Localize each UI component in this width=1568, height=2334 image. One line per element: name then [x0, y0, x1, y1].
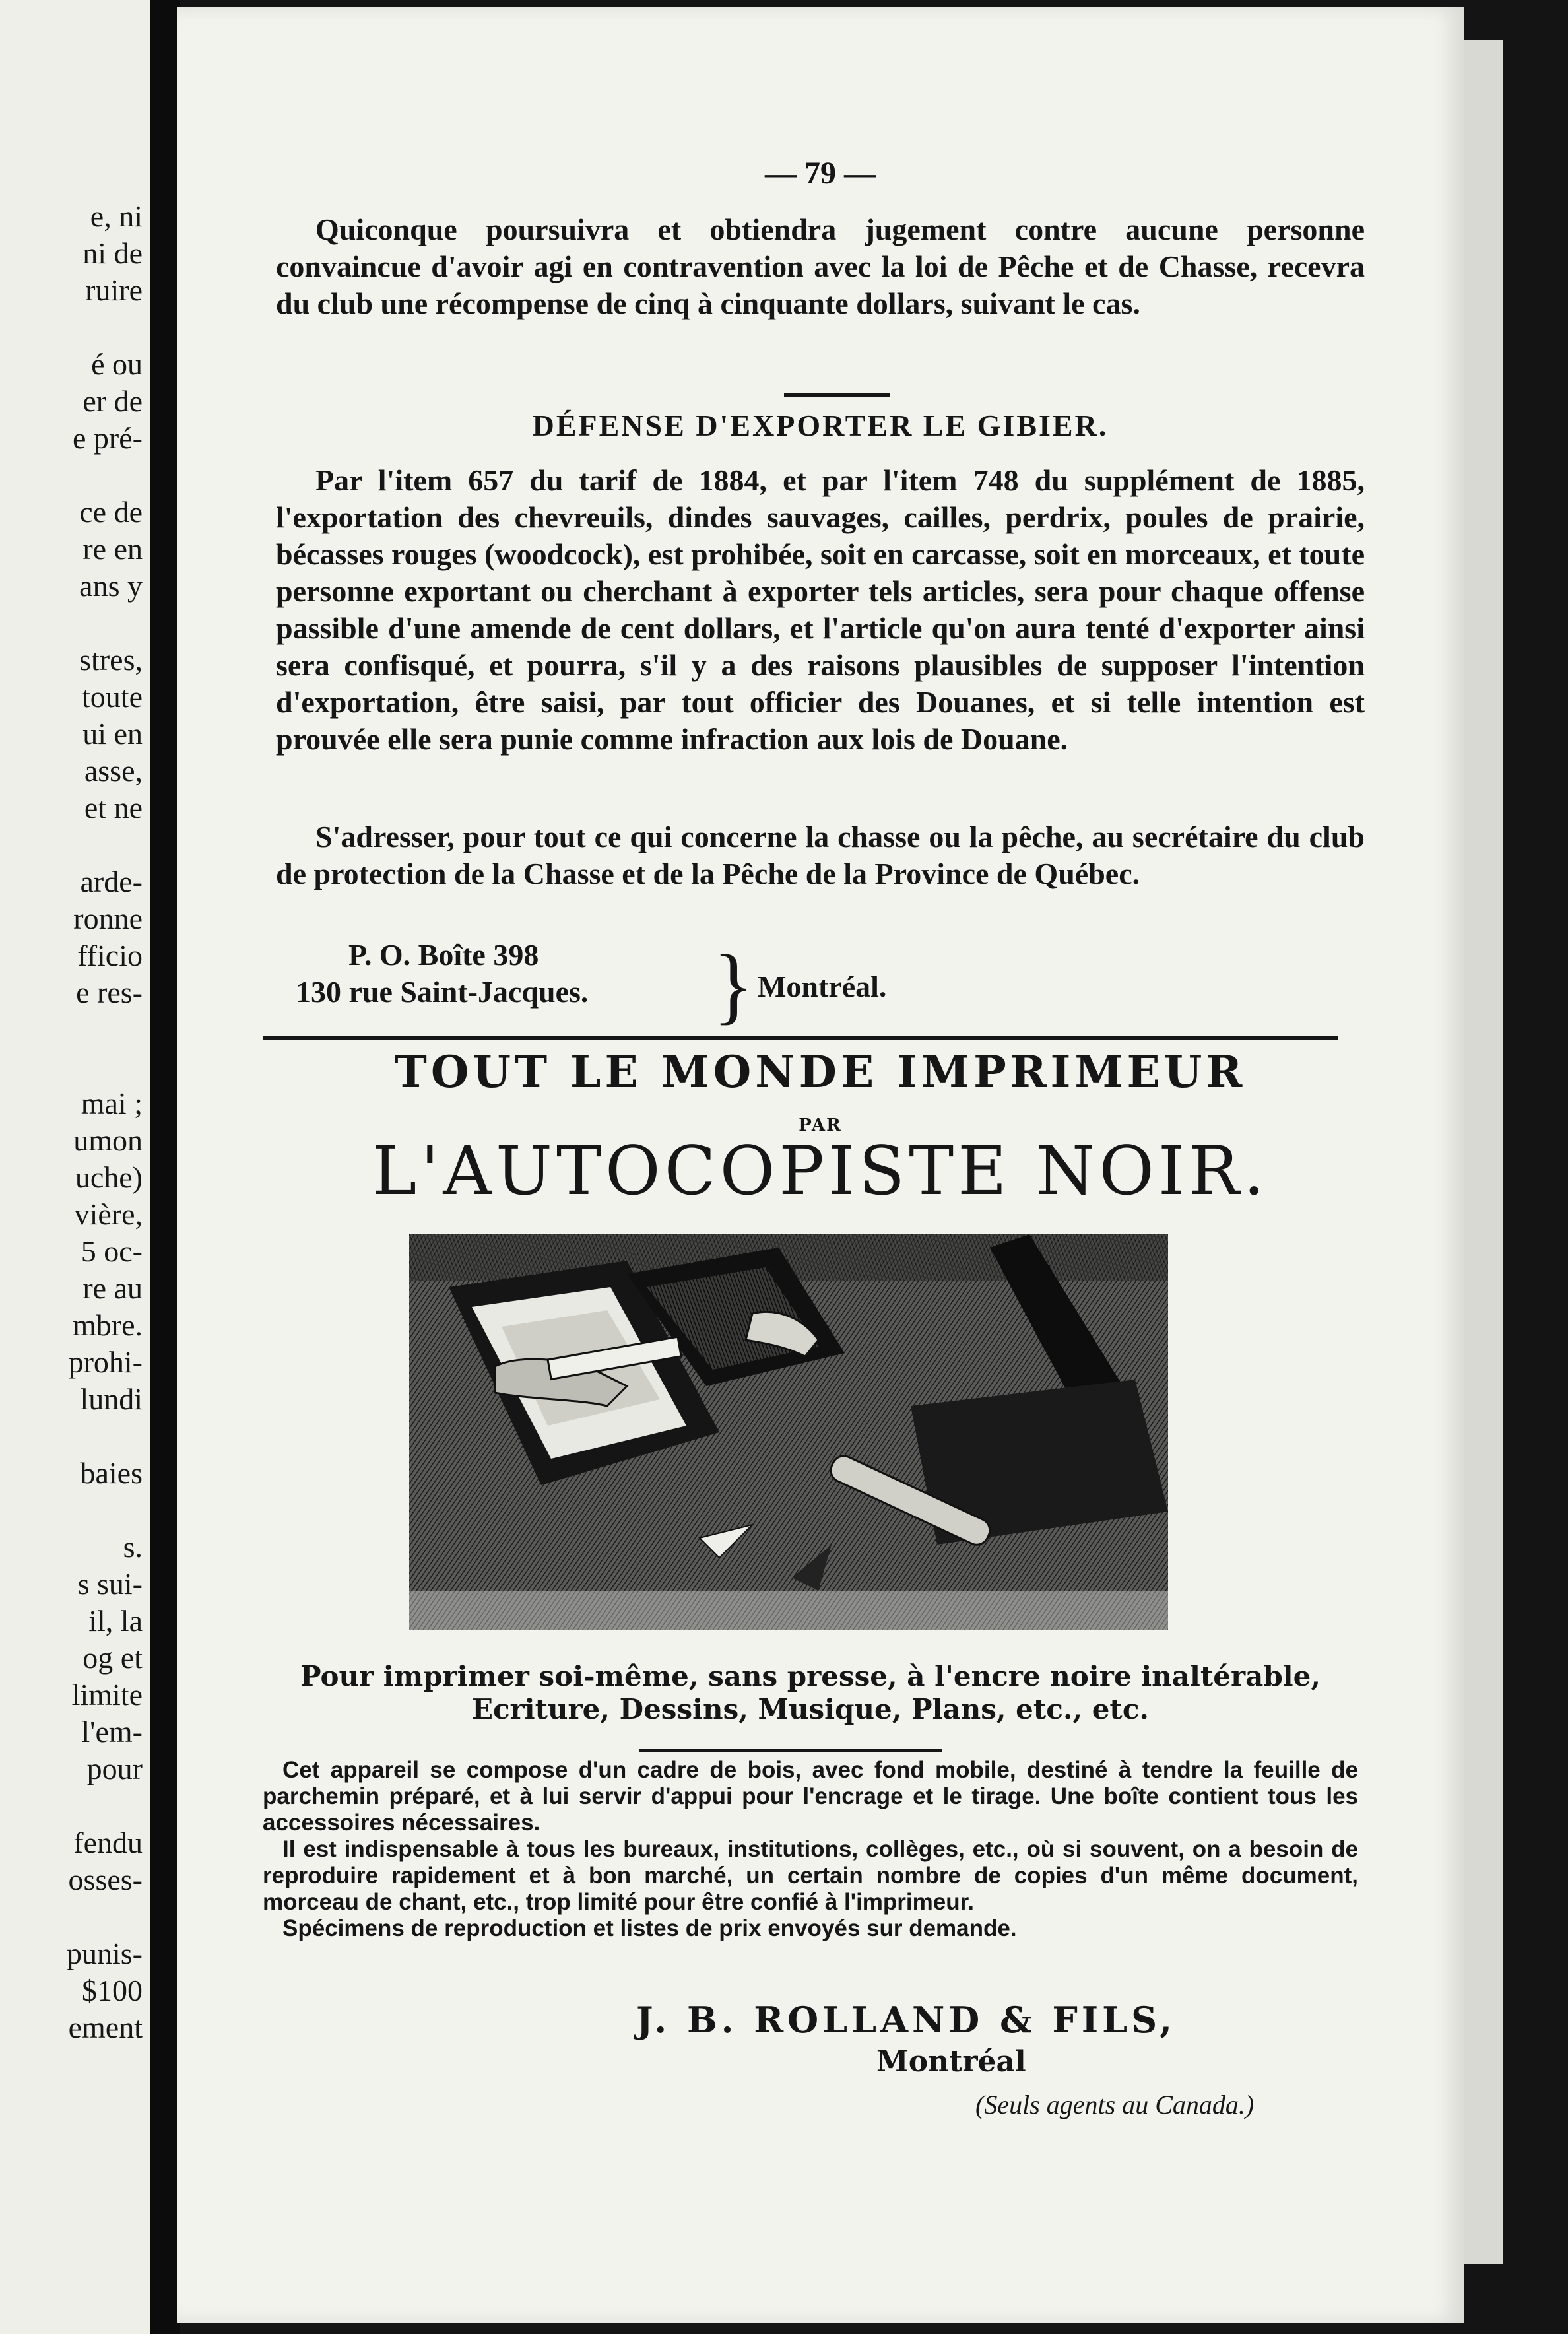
facing-page-line: fficio [77, 939, 143, 972]
advert-divider [639, 1749, 942, 1752]
facing-page-line: l'em- [81, 1715, 143, 1749]
address-street: 130 rue Saint-Jacques. [296, 975, 589, 1009]
facing-page-line: ui en [82, 717, 143, 750]
address-po-box: P. O. Boîte 398 [348, 938, 539, 972]
advert-body-2: Il est indispensable à tous les bureaux, institutions, collèges, etc., où si souvent, on a besoin de reproduire rapidement et à bon marché, un certain nombre de copies d'un même document, morceau de chant, etc., trop limité pour être confié à l'imprimeur. [263, 1836, 1358, 1915]
facing-page-line: il, la [88, 1604, 143, 1638]
paragraph-contact: S'adresser, pour tout ce qui concerne la chasse ou la pêche, au secrétaire du club de protection de la Chasse et de la Pêche de la Province de Québec. [276, 820, 1365, 890]
advert-signature: J. B. ROLLAND & FILS, [636, 1999, 1176, 2041]
facing-page-line: mai ; [81, 1086, 143, 1120]
facing-page-line: ni de [82, 236, 143, 270]
facing-page-line: ans y [79, 569, 143, 603]
facing-page-line [67, 826, 143, 863]
section-title: DÉFENSE D'EXPORTER LE GIBIER. [532, 409, 1109, 442]
paragraph-export-ban: Par l'item 657 du tarif de 1884, et par l'item 748 du supplément de 1885, l'exportation des chevreuils, dindes sauvages, cailles, perdrix, poules de prairie, bécasses rouges (woodcock), est prohibée, soit en carcasse, soit en morceaux, et toute personne exportant ou cherchant à exporter tels articles, sera pour chaque offense passible d'une amende de cent dollars, et l'article qu'on aura tenté d'exporter ainsi sera confisqué, et pourra, s'il y a des raisons plausibles de supposer l'intention d'exportation, être saisi, par tout officier des Douanes, et si telle intention est prouvée elle sera punie comme infraction aux lois de Douane. [276, 463, 1365, 756]
page-edge [1464, 40, 1503, 2264]
advert-body [263, 1757, 1358, 1942]
facing-page-line: fendu [73, 1826, 143, 1859]
facing-page-line: og et [82, 1641, 143, 1675]
address-city: Montréal. [758, 970, 887, 1003]
advert-par: PAR [799, 1116, 842, 1135]
advert-tagline: Pour imprimer soi-même, sans presse, à l'encre noire inaltérable, Ecriture, Dessins, Musique, Plans, etc., etc. [300, 1660, 1321, 1725]
book-spine [150, 0, 180, 2334]
postal-address [296, 937, 1220, 1036]
facing-page-line: ement [68, 2011, 143, 2044]
facing-page-line: $100 [82, 1974, 143, 2007]
advert-product-name: L'AUTOCOPISTE NOIR. [372, 1132, 1269, 1211]
facing-page-line: arde- [80, 865, 143, 898]
facing-page-line: ruire [85, 273, 143, 307]
page-number: — 79 — [765, 156, 876, 191]
facing-page-text [67, 198, 143, 2046]
facing-page-line [67, 605, 143, 642]
facing-page-line: asse, [84, 754, 143, 787]
facing-page-line: ce de [79, 495, 143, 529]
reward-paragraph [276, 211, 1365, 322]
facing-page-line: é ou [91, 347, 143, 381]
facing-page-line [67, 1418, 143, 1455]
advert-body-3: Spécimens de reproduction et listes de prix envoyés sur demande. [282, 1916, 1017, 1941]
facing-page-line: mbre. [72, 1308, 143, 1342]
facing-page-line: e pré- [73, 421, 143, 455]
facing-page-line: 5 oc- [81, 1234, 143, 1268]
facing-page-line: re au [82, 1271, 143, 1305]
facing-page-line [67, 309, 143, 346]
facing-page-line [67, 1492, 143, 1529]
facing-page-line: vière, [74, 1197, 143, 1231]
advert-agents-note: (Seuls agents au Canada.) [975, 2090, 1255, 2119]
advert-body-1: Cet appareil se compose d'un cadre de bois, avec fond mobile, destiné à tendre la feuille de parchemin préparé, et à lui servir d'appui pour l'encrage et le tirage. Une boîte contient tous les accessoires nécessaires. [263, 1757, 1358, 1836]
facing-page-line: e, ni [90, 199, 143, 233]
address-brace: } [713, 938, 754, 1033]
facing-page-line: et ne [84, 791, 143, 824]
facing-page-line: uche) [75, 1160, 143, 1194]
advert-city: Montréal [876, 2045, 1026, 2079]
facing-page-line: stres, [79, 643, 143, 677]
facing-page-line: punis- [67, 1937, 143, 1970]
facing-page-line: er de [82, 384, 143, 418]
facing-page-line [67, 1898, 143, 1935]
advert-headline: TOUT LE MONDE IMPRIMEUR [394, 1046, 1247, 1098]
facing-page-line: baies [80, 1456, 143, 1490]
autocopiste-engraving [409, 1234, 1168, 1630]
facing-page-line: osses- [68, 1863, 143, 1896]
paragraph-reward: Quiconque poursuivra et obtiendra jugement contre aucune personne convaincue d'avoir agi en contravention avec la loi de Pêche et de Chasse, recevra du club une récompense de cinq à cinquante dollars, suivant le cas. [276, 213, 1365, 320]
facing-page-line: re en [82, 532, 143, 566]
facing-page-line: umon [73, 1123, 143, 1157]
facing-page-line: s sui- [77, 1567, 143, 1601]
page-79 [177, 7, 1464, 2323]
facing-page-line: limite [71, 1678, 143, 1712]
facing-page-line: toute [82, 680, 143, 714]
facing-page-line [67, 1787, 143, 1824]
contact-paragraph [276, 818, 1365, 892]
facing-page-line: ronne [73, 902, 143, 935]
facing-page-left [0, 0, 150, 2334]
advert-top-rule [263, 1036, 1338, 1040]
facing-page-line [67, 1048, 143, 1085]
facing-page-line: s. [123, 1530, 143, 1564]
facing-page-line: lundi [80, 1382, 143, 1416]
facing-page-line [67, 1011, 143, 1048]
export-paragraph [276, 462, 1365, 758]
section-divider [784, 393, 890, 397]
facing-page-line: prohi- [68, 1345, 143, 1379]
facing-page-line: pour [86, 1752, 143, 1785]
facing-page-line: e res- [76, 976, 143, 1009]
facing-page-line [67, 457, 143, 494]
